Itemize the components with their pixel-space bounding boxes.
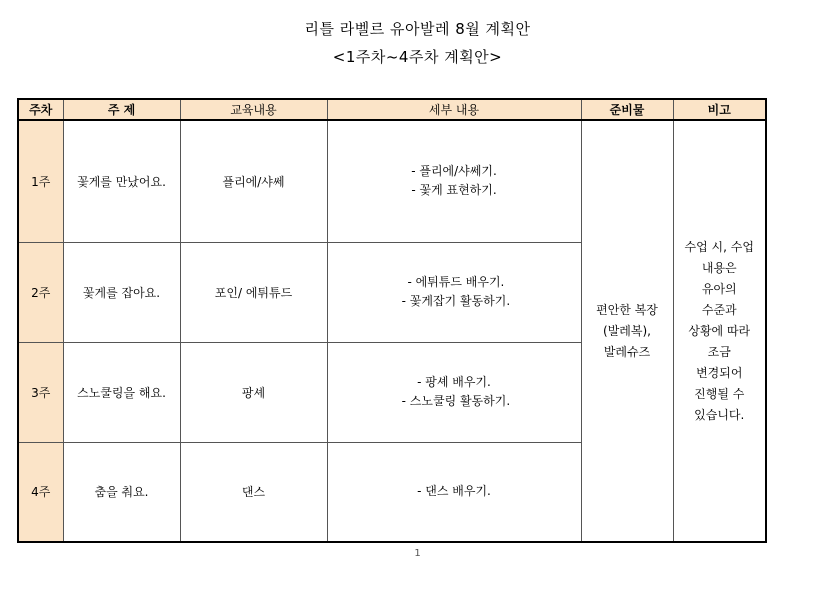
topic-cell: 스노쿨링을 해요.	[63, 342, 180, 442]
page-subtitle: <1주차~4주차 계획안>	[332, 48, 503, 66]
page-title: 리틀 라벨르 유아발레 8월 계획안	[304, 20, 531, 38]
note-line: 있습니다.	[694, 407, 745, 422]
week-cell: 2주	[18, 242, 63, 342]
header-content: 교육내용	[180, 99, 327, 120]
detail-cell	[327, 242, 581, 342]
header-note: 비고	[673, 99, 766, 120]
note-line: 내용은	[701, 260, 737, 275]
note-line: 조금	[707, 344, 731, 359]
detail-cell	[327, 120, 581, 242]
detail-line: - 플리에/샤쎄기.	[411, 164, 497, 179]
prep-line: (발레복),	[603, 323, 651, 338]
prep-line: 편안한 복장	[596, 302, 658, 317]
detail-line: - 스노쿨링 활동하기.	[397, 394, 511, 408]
header-row	[18, 99, 766, 120]
header-week: 주차	[18, 99, 63, 120]
topic-cell: 꽃게를 만났어요.	[63, 120, 180, 242]
prep-line: 발레슈즈	[603, 344, 651, 359]
detail-line: - 꽃게 표현하기.	[411, 183, 497, 198]
note-line: 수업 시, 수업	[684, 239, 754, 254]
detail-line: - 댄스 배우기.	[417, 484, 491, 499]
plan-table	[17, 98, 767, 543]
content-cell: 포인/ 에튀튜드	[180, 242, 327, 342]
detail-line: - 팡셰 배우기.	[417, 375, 491, 389]
week-cell: 1주	[18, 120, 63, 242]
header-prep: 준비물	[581, 99, 673, 120]
week-cell: 3주	[18, 342, 63, 442]
topic-cell: 춤을 춰요.	[63, 442, 180, 542]
table-row	[18, 120, 766, 242]
detail-line: - 에튀튜드 배우기.	[403, 275, 505, 289]
note-line: 진행될 수	[694, 386, 745, 401]
header-topic: 주 제	[63, 99, 180, 120]
week-cell: 4주	[18, 442, 63, 542]
note-line: 변경되어	[696, 365, 743, 380]
content-cell: 팡셰	[180, 342, 327, 442]
detail-cell	[327, 442, 581, 542]
page-number: 1	[414, 548, 421, 559]
note-cell	[673, 120, 766, 542]
note-line: 상황에 따라	[688, 323, 751, 338]
prep-cell	[581, 120, 673, 542]
topic-cell: 꽃게를 잡아요.	[63, 242, 180, 342]
note-line: 유아의	[701, 281, 737, 296]
detail-line: - 꽃게잡기 활동하기.	[397, 294, 511, 308]
header-detail: 세부 내용	[327, 99, 581, 120]
content-cell: 댄스	[180, 442, 327, 542]
content-cell: 플리에/샤쎄	[180, 120, 327, 242]
detail-cell	[327, 342, 581, 442]
note-line: 수준과	[701, 302, 737, 317]
